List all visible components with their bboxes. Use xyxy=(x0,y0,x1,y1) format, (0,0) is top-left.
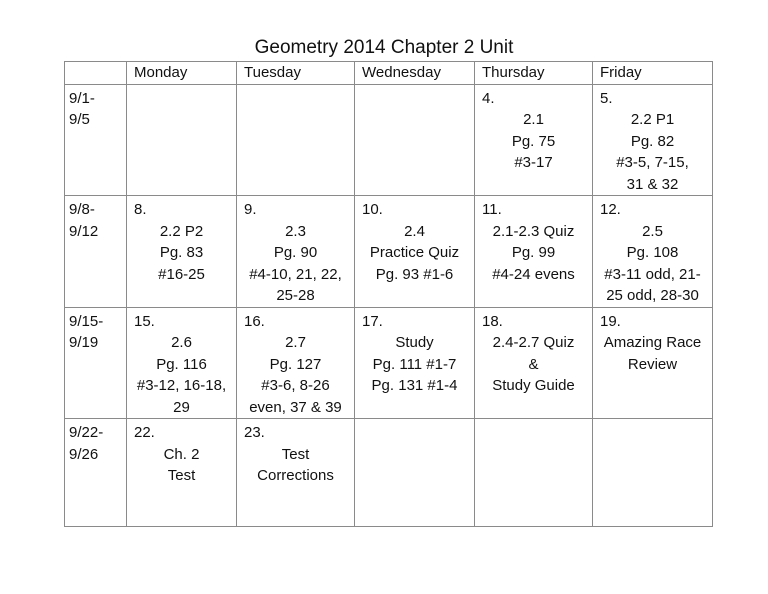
day-cell xyxy=(475,307,593,419)
day-number: 19. xyxy=(600,312,621,330)
week-range-line: 9/8- xyxy=(69,201,95,218)
assignment-line: 2.5 xyxy=(642,222,663,240)
day-cell xyxy=(475,84,593,196)
week-range-cell xyxy=(65,84,127,196)
day-header: Monday xyxy=(127,62,237,85)
week-row xyxy=(65,84,713,196)
assignment-line: 2.7 xyxy=(285,334,306,351)
assignment-line: Pg. 131 #1-4 xyxy=(371,377,458,394)
week-range-line: 9/1- xyxy=(69,89,95,107)
day-number: 11. xyxy=(482,201,502,218)
day-number: 12. xyxy=(600,201,621,218)
day-number: 4. xyxy=(482,89,495,107)
assignment-line: Ch. 2 xyxy=(163,445,200,463)
week-range-line: 9/12 xyxy=(69,222,99,240)
day-cell xyxy=(355,419,475,527)
assignment-line: Pg. 90 xyxy=(273,244,318,261)
assignment-line: #4-10, 21, 22, xyxy=(249,265,342,283)
week-range-line: 9/19 xyxy=(69,334,99,351)
week-range-cell xyxy=(65,419,127,527)
week-range-line: 9/26 xyxy=(69,445,99,463)
assignment-line: Pg. 127 xyxy=(269,355,322,373)
day-header: Thursday xyxy=(475,62,593,85)
day-cell xyxy=(593,196,713,308)
assignment-line: Study xyxy=(395,334,434,351)
day-cell xyxy=(355,196,475,308)
assignment xyxy=(237,444,354,487)
assignment-line: Practice Quiz xyxy=(369,244,460,261)
day-number: 9. xyxy=(244,201,257,218)
document-title: Geometry 2014 Chapter 2 Unit xyxy=(254,37,514,58)
assignment xyxy=(475,332,592,397)
assignment-line: Pg. 83 xyxy=(159,244,204,261)
assignment-line: Pg. 111 #1-7 xyxy=(372,355,457,373)
assignment-line: 2.1-2.3 Quiz xyxy=(492,222,575,240)
assignment xyxy=(475,109,592,174)
day-number: 15. xyxy=(134,312,155,330)
day-cell xyxy=(237,307,355,419)
assignment xyxy=(593,221,712,307)
day-header: Tuesday xyxy=(237,62,355,85)
assignment-line: #3-17 xyxy=(514,154,553,171)
day-cell xyxy=(237,196,355,308)
assignment-line: Pg. 75 xyxy=(511,132,556,150)
day-header: Wednesday xyxy=(355,62,475,85)
assignment-line: Pg. 93 #1-6 xyxy=(375,265,454,283)
day-cell xyxy=(475,419,593,527)
assignment-line: #3-11 odd, 21- xyxy=(604,265,701,283)
week-range-cell xyxy=(65,196,127,308)
day-number: 8. xyxy=(134,201,147,218)
assignment-line: & xyxy=(528,355,539,373)
assignment-line: 2.4 xyxy=(404,222,425,240)
assignment-line: Pg. 116 xyxy=(156,355,207,373)
day-cell xyxy=(593,419,713,527)
assignment xyxy=(593,332,712,375)
assignment-line: 29 xyxy=(173,398,190,416)
assignment-line: #4-24 evens xyxy=(492,265,575,283)
assignment-line: 2.2 P2 xyxy=(159,222,204,240)
assignment-line: Pg. 82 xyxy=(630,132,675,150)
assignment-line: 31 & 32 xyxy=(626,175,679,193)
week-row xyxy=(65,307,713,419)
day-cell xyxy=(475,196,593,308)
assignment xyxy=(355,332,474,397)
assignment-line: 2.4-2.7 Quiz xyxy=(492,334,575,351)
assignment-line: Amazing Race xyxy=(603,334,702,351)
assignment xyxy=(355,221,474,286)
day-header: Friday xyxy=(593,62,713,85)
header-row xyxy=(65,62,713,85)
assignment-line: #3-6, 8-26 xyxy=(261,377,330,394)
assignment xyxy=(475,221,592,286)
assignment-line: 25-28 xyxy=(276,287,315,304)
assignment-line: Study Guide xyxy=(492,377,575,394)
corner-cell xyxy=(65,62,127,85)
assignment xyxy=(237,221,354,307)
day-number: 5. xyxy=(600,89,613,107)
assignment-line: Test xyxy=(167,467,196,484)
assignment xyxy=(127,444,236,487)
assignment-line: #16-25 xyxy=(158,265,205,283)
day-cell xyxy=(355,307,475,419)
day-cell xyxy=(127,419,237,527)
day-cell xyxy=(355,84,475,196)
day-cell xyxy=(127,84,237,196)
day-number: 16. xyxy=(244,312,265,330)
assignment-line: even, 37 & 39 xyxy=(249,398,342,416)
assignment-line: 2.6 xyxy=(171,334,192,351)
assignment xyxy=(237,332,354,418)
day-cell xyxy=(593,84,713,196)
day-number: 18. xyxy=(482,312,503,330)
calendar-table xyxy=(64,61,713,527)
assignment-line: 2.3 xyxy=(285,222,306,240)
day-cell xyxy=(127,196,237,308)
assignment-line: Pg. 108 xyxy=(626,244,679,261)
week-range-line: 9/15- xyxy=(69,312,104,330)
day-cell xyxy=(237,419,355,527)
assignment-line: 25 odd, 28-30 xyxy=(606,287,699,304)
day-number: 22. xyxy=(134,424,155,441)
assignment-line: Pg. 99 xyxy=(511,244,556,261)
day-cell xyxy=(593,307,713,419)
week-row xyxy=(65,196,713,308)
assignment xyxy=(593,109,712,195)
week-range-line: 9/22- xyxy=(69,424,104,441)
day-number: 17. xyxy=(362,312,383,330)
day-number: 10. xyxy=(362,201,383,218)
day-cell xyxy=(127,307,237,419)
assignment xyxy=(127,332,236,418)
assignment-line: Test xyxy=(281,445,310,463)
assignment xyxy=(127,221,236,286)
day-cell xyxy=(237,84,355,196)
day-number: 23. xyxy=(244,424,265,441)
assignment-line: #3-12, 16-18, xyxy=(136,377,227,394)
assignment-line: 2.2 P1 xyxy=(630,111,675,128)
assignment-line: #3-5, 7-15, xyxy=(616,154,689,171)
week-range-line: 9/5 xyxy=(69,111,90,128)
assignment-line: Review xyxy=(627,355,678,373)
week-range-cell xyxy=(65,307,127,419)
week-row xyxy=(65,419,713,527)
assignment-line: 2.1 xyxy=(523,111,544,128)
assignment-line: Corrections xyxy=(257,467,334,484)
